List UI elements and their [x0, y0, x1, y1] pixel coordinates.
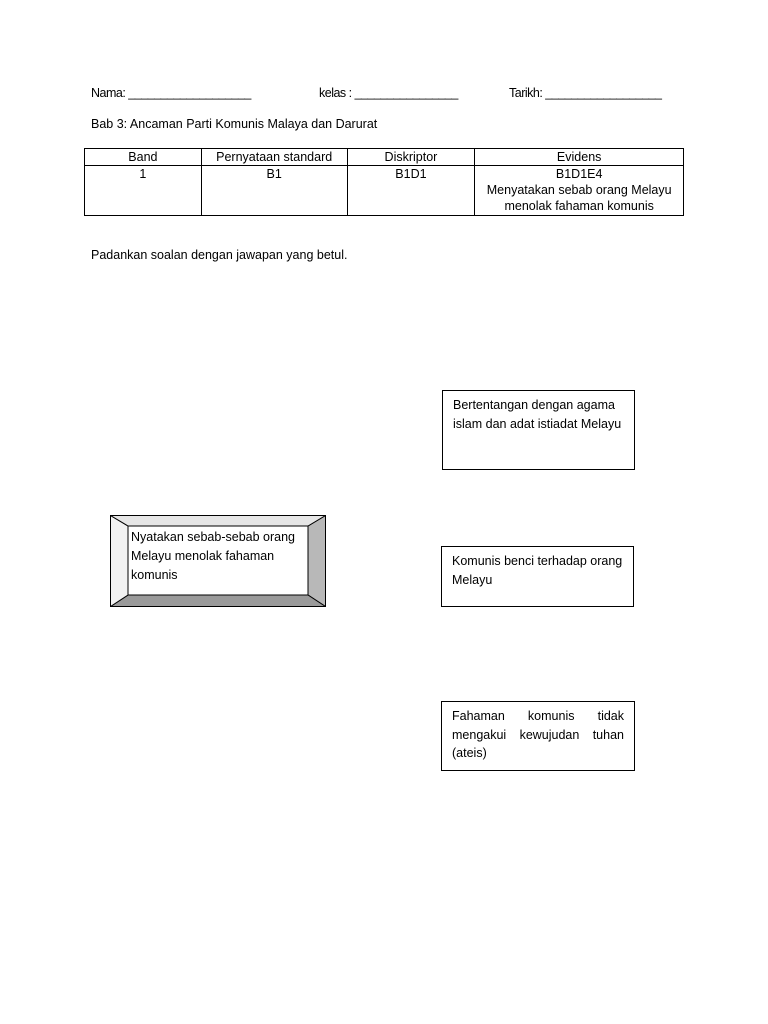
evidence-code: B1D1E4	[555, 167, 603, 181]
answer-text-1: Bertentangan dengan agama islam dan adat istiadat Melayu	[453, 398, 622, 431]
cell-descriptor: B1D1	[347, 166, 475, 216]
cell-standard: B1	[201, 166, 347, 216]
table-header-row	[85, 149, 684, 166]
class-field[interactable]: kelas : ________________	[319, 86, 458, 100]
date-field[interactable]: Tarikh: __________________	[509, 86, 662, 100]
chapter-title: Bab 3: Ancaman Parti Komunis Malaya dan Darurat	[91, 117, 378, 131]
answer-box-3[interactable]	[441, 701, 635, 771]
name-field[interactable]: Nama: ___________________	[91, 86, 251, 100]
header-evidence: Evidens	[475, 149, 684, 166]
question-text: Nyatakan sebab-sebab orang Melayu menolak fahaman komunis	[131, 530, 296, 582]
answer-box-2[interactable]	[441, 546, 634, 607]
answer-text-2: Komunis benci terhadap orang Melayu	[452, 554, 623, 587]
instruction-text: Padankan soalan dengan jawapan yang betul.	[91, 248, 348, 262]
cell-evidence	[475, 166, 684, 216]
table-row	[85, 166, 684, 216]
band-table	[84, 148, 684, 216]
header-band: Band	[85, 149, 202, 166]
cell-band: 1	[85, 166, 202, 216]
answer-text-3: Fahaman komunis tidak mengakui kewujudan tuhan (ateis)	[452, 709, 624, 760]
header-standard: Pernyataan standard	[201, 149, 347, 166]
header-descriptor: Diskriptor	[347, 149, 475, 166]
answer-box-1[interactable]	[442, 390, 635, 470]
evidence-line-2: menolak fahaman komunis	[504, 199, 654, 213]
question-box[interactable]	[110, 515, 326, 607]
evidence-line-1: Menyatakan sebab orang Melayu	[486, 183, 672, 197]
